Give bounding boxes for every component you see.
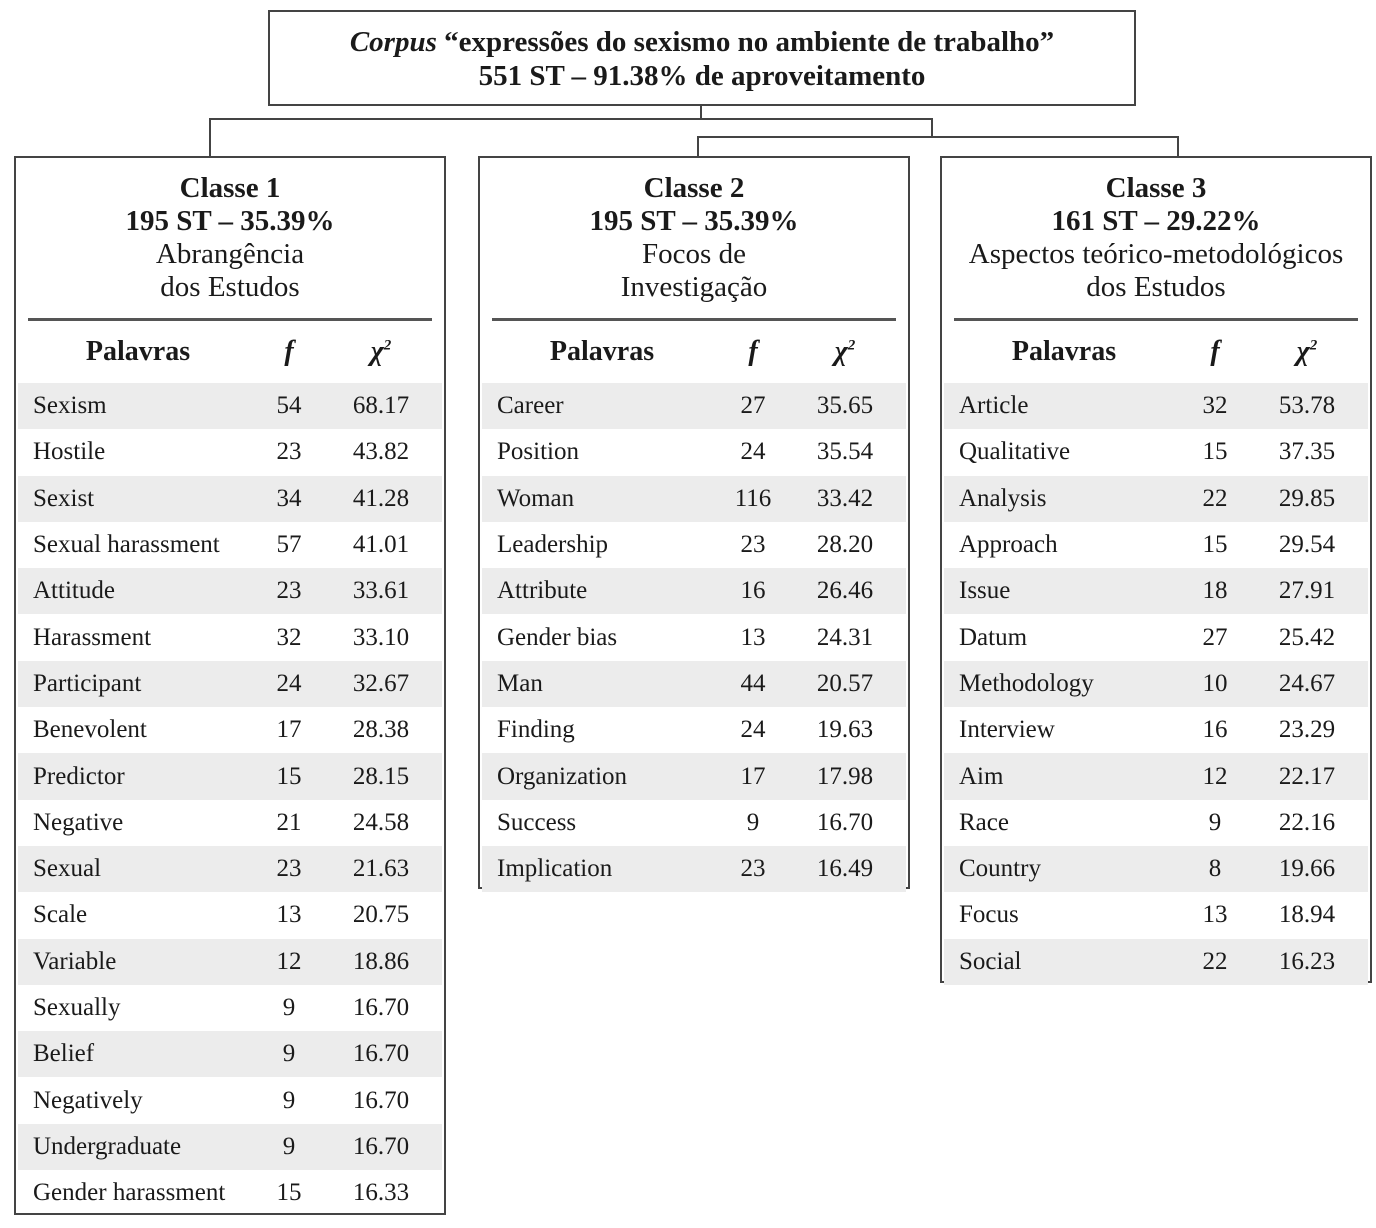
frequency-cell: 9 [746,808,760,836]
chi-square-cell: 43.82 [352,438,410,466]
word-cell: Undergraduate [18,1124,258,1170]
column-header-chi-square [1246,321,1368,383]
table-row [482,707,906,753]
word-cell: Attribute [482,568,722,614]
chi-square-cell: 28.20 [816,531,874,559]
table-row [944,939,1368,985]
class-header [480,158,908,304]
chi-square-cell: 68.17 [320,383,442,429]
chi-square-cell: 16.70 [320,1031,442,1077]
chi-square-cell: 37.35 [1278,438,1336,466]
word-cell: Belief [18,1031,258,1077]
table-row [944,568,1368,614]
table-row [482,800,906,846]
word-cell: Methodology [944,661,1184,707]
frequency-cell: 24 [740,716,766,744]
word-cell: Sexist [18,476,258,522]
chi-square-cell: 28.38 [352,716,410,744]
word-cell: Gender bias [497,623,618,651]
frequency-cell: 13 [1202,901,1228,929]
chi-square-cell: 32.67 [320,661,442,707]
frequency-cell: 16 [1202,716,1228,744]
table-row [482,383,906,429]
table-row [18,1124,442,1170]
word-cell: Interview [959,716,1055,744]
chi-square-cell: 21.63 [320,846,442,892]
word-cell: Sexually [33,994,121,1021]
frequency-cell: 18 [1184,568,1246,614]
chi-square-cell: 28.15 [320,753,442,799]
column-header-words: Palavras [549,336,655,367]
chi-square-cell: 20.57 [784,661,906,707]
frequency-cell: 10 [1184,661,1246,707]
chi-square-cell: 33.10 [352,623,410,651]
column-header-chi-square [784,321,906,383]
table-row [944,476,1368,522]
table-row [18,614,442,660]
word-cell: Negative [33,808,124,836]
tree-connector-top-bar [209,118,933,120]
frequency-cell: 27 [722,383,784,429]
word-cell: Benevolent [33,716,147,744]
frequency-cell: 22 [1184,939,1246,985]
chi-square-cell: 25.42 [1278,623,1336,651]
corpus-label: Corpus [349,26,437,58]
table-row [944,707,1368,753]
tree-connector-class1-down [209,118,211,156]
word-cell: Leadership [497,531,609,559]
table-row [944,429,1368,475]
frequency-cell: 23 [276,438,302,466]
table-header-row [18,321,442,383]
frequency-cell: 21 [276,808,302,836]
chi-square-cell: 19.66 [1246,846,1368,892]
frequency-cell: 57 [276,531,302,559]
class-theme-line2: Investigação [620,271,768,303]
frequency-cell: 54 [258,383,320,429]
table-row [18,1077,442,1123]
word-cell: Harassment [33,623,152,651]
table-row [482,476,906,522]
word-cell: Position [497,438,579,466]
chi-square-cell: 19.63 [816,716,874,744]
frequency-cell: 24 [740,438,766,466]
word-cell: Approach [959,531,1058,559]
word-cell: Country [944,846,1184,892]
word-cell: Organization [482,753,722,799]
chi-square-cell: 35.54 [816,438,874,466]
column-header-frequency: f [1210,336,1220,367]
table-row [482,661,906,707]
table-row [482,429,906,475]
chi-symbol: χ [370,336,384,367]
chi-superscript: 2 [847,337,856,354]
column-header-chi-square [320,321,442,383]
chi-square-cell: 53.78 [1246,383,1368,429]
word-cell: Aim [944,753,1184,799]
word-cell: Variable [18,939,258,985]
word-cell: Sexual harassment [33,531,220,559]
table-row [18,1031,442,1077]
chi-square-cell: 33.42 [784,476,906,522]
table-row [18,1170,442,1216]
word-cell: Participant [18,661,258,707]
class-theme-line2: dos Estudos [160,271,300,303]
word-cell: Analysis [944,476,1184,522]
word-cell: Qualitative [959,438,1071,466]
word-cell: Scale [33,901,88,929]
frequency-cell: 12 [258,939,320,985]
column-header-words: Palavras [1011,336,1117,367]
word-cell: Man [482,661,722,707]
chi-square-cell: 16.70 [320,1124,442,1170]
table-row [482,522,906,568]
chi-square-cell: 18.94 [1278,901,1336,929]
chi-square-cell: 16.33 [352,1179,410,1207]
table-row [18,429,442,475]
corpus-title [270,24,1134,60]
chi-superscript: 2 [1309,337,1318,354]
table-row [18,383,442,429]
frequency-cell: 15 [276,1179,302,1207]
table-row [944,522,1368,568]
chi-square-cell: 41.28 [320,476,442,522]
chi-square-cell: 16.70 [816,808,874,836]
class-header [942,158,1370,304]
word-cell: Success [497,808,577,836]
frequency-cell: 9 [282,994,296,1021]
column-header-words: Palavras [85,336,191,367]
chi-square-cell: 29.54 [1278,531,1336,559]
class-theme-line1: Abrangência [155,238,305,270]
word-cell: Woman [482,476,722,522]
frequency-cell: 15 [1202,438,1228,466]
frequency-cell: 17 [276,716,302,744]
word-cell: Implication [482,846,722,892]
frequency-cell: 23 [258,846,320,892]
chi-square-cell: 24.31 [816,623,874,651]
chi-square-cell: 22.16 [1278,808,1336,836]
frequency-cell: 23 [740,531,766,559]
word-cell: Career [482,383,722,429]
frequency-cell: 22 [1184,476,1246,522]
frequency-cell: 34 [258,476,320,522]
frequency-cell: 32 [276,623,302,651]
table-row [18,522,442,568]
word-cell: Gender harassment [33,1179,226,1207]
table-row [18,939,442,985]
word-cell: Negatively [33,1086,143,1114]
word-cell: Focus [959,901,1019,929]
chi-square-cell: 24.67 [1246,661,1368,707]
frequency-cell: 16 [722,568,784,614]
table-row [482,846,906,892]
class-1-box [14,156,446,1215]
class-name: Classe 2 [643,172,745,204]
table-row [944,846,1368,892]
table-row [944,383,1368,429]
corpus-stats: 551 ST – 91.38% de aproveitamento [478,60,926,92]
word-cell: Race [959,808,1009,836]
table-header-row [944,321,1368,383]
frequency-cell: 9 [282,1086,296,1114]
word-cell: Sexual [18,846,258,892]
table-row [482,614,906,660]
word-cell: Datum [959,623,1028,651]
class-name: Classe 3 [1105,172,1207,204]
frequency-cell: 44 [722,661,784,707]
table-row [944,614,1368,660]
chi-square-cell: 16.49 [784,846,906,892]
frequency-cell: 23 [258,568,320,614]
table-row [18,568,442,614]
column-header-frequency: f [284,336,294,367]
class-1-word-table [18,321,442,1216]
class-2-box [478,156,910,889]
frequency-cell: 27 [1202,623,1228,651]
table-row [18,846,442,892]
frequency-cell: 8 [1184,846,1246,892]
table-row [482,568,906,614]
frequency-cell: 17 [722,753,784,799]
chi-square-cell: 23.29 [1278,716,1336,744]
chi-square-cell: 17.98 [784,753,906,799]
column-header-frequency: f [748,336,758,367]
chi-square-cell: 29.85 [1246,476,1368,522]
chi-square-cell: 22.17 [1246,753,1368,799]
class-3-box [940,156,1372,983]
tree-connector-branch-down [931,118,933,138]
corpus-box [268,10,1136,106]
table-row [482,753,906,799]
chi-symbol: χ [1296,336,1310,367]
chi-square-cell: 26.46 [784,568,906,614]
table-row [18,707,442,753]
class-stats: 161 ST – 29.22% [1051,205,1261,237]
tree-connector-class3-down [1177,136,1179,156]
frequency-cell: 23 [722,846,784,892]
chi-square-cell: 18.86 [320,939,442,985]
frequency-cell: 116 [722,476,784,522]
frequency-cell: 15 [1202,531,1228,559]
chi-superscript: 2 [383,337,392,354]
word-cell: Attitude [18,568,258,614]
frequency-cell: 13 [740,623,766,651]
chi-square-cell: 27.91 [1246,568,1368,614]
word-cell: Social [944,939,1184,985]
table-row [18,753,442,799]
table-row [944,661,1368,707]
chi-square-cell: 35.65 [784,383,906,429]
class-2-word-table [482,321,906,892]
class-stats: 195 ST – 35.39% [589,205,799,237]
tree-connector-lower-bar [697,136,1179,138]
frequency-cell: 32 [1184,383,1246,429]
word-cell: Finding [497,716,575,744]
frequency-cell: 13 [276,901,302,929]
chi-square-cell: 16.70 [352,994,410,1021]
frequency-cell: 9 [258,1031,320,1077]
corpus-name: “expressões do sexismo no ambiente de trabalho” [444,26,1055,58]
table-row [18,476,442,522]
table-row [944,753,1368,799]
word-cell: Issue [944,568,1184,614]
class-header [16,158,444,304]
class-stats: 195 ST – 35.39% [125,205,335,237]
chi-square-cell: 33.61 [320,568,442,614]
table-row [18,892,442,938]
chi-square-cell: 41.01 [352,531,410,559]
class-theme-line2: dos Estudos [1086,271,1226,303]
frequency-cell: 12 [1184,753,1246,799]
word-cell: Sexism [18,383,258,429]
word-cell: Predictor [18,753,258,799]
tree-connector-class2-down [697,136,699,156]
table-row [18,800,442,846]
frequency-cell: 9 [1208,808,1222,836]
frequency-cell: 15 [258,753,320,799]
frequency-cell: 9 [258,1124,320,1170]
class-name: Classe 1 [179,172,281,204]
frequency-cell: 24 [258,661,320,707]
table-row [944,800,1368,846]
chi-symbol: χ [834,336,848,367]
class-theme-line1: Aspectos teórico-metodológicos [968,238,1344,270]
table-row [18,661,442,707]
word-cell: Article [944,383,1184,429]
table-header-row [482,321,906,383]
class-3-word-table [944,321,1368,985]
class-theme-line1: Focos de [642,238,746,270]
chi-square-cell: 16.70 [352,1086,410,1114]
chi-square-cell: 20.75 [352,901,410,929]
table-row [944,892,1368,938]
table-row [18,985,442,1031]
chi-square-cell: 24.58 [352,808,410,836]
word-cell: Hostile [33,438,106,466]
chi-square-cell: 16.23 [1246,939,1368,985]
